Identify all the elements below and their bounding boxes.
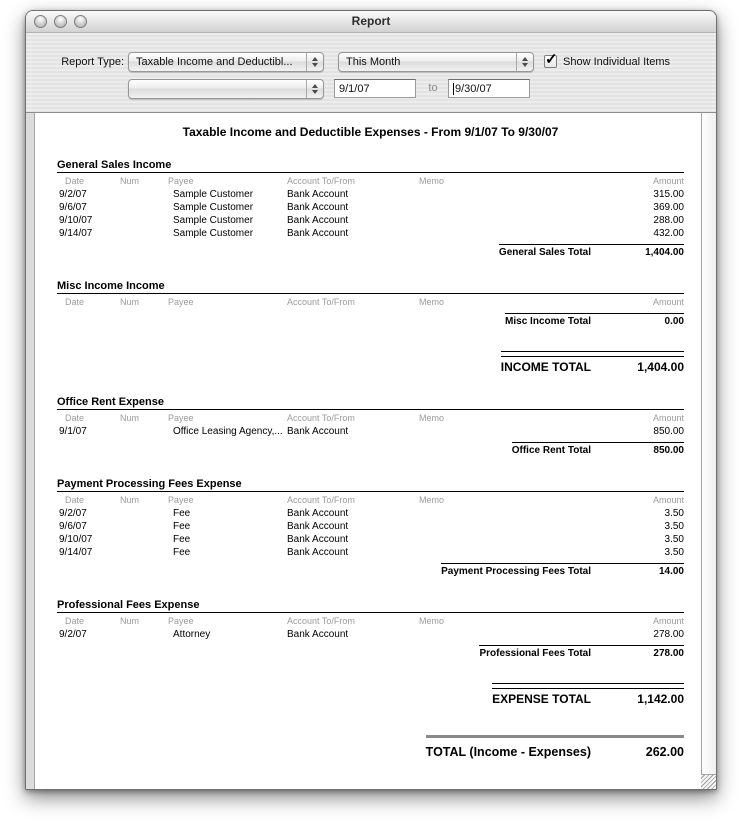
cell-amount: 288.00 [653, 215, 684, 226]
report-section [57, 396, 684, 458]
report-type-popup[interactable] [128, 52, 324, 72]
column-header: Payee [168, 413, 194, 423]
section-total-amount: 1,404.00 [645, 247, 684, 258]
cell-date: 9/14/07 [59, 228, 93, 239]
section-total-label: Payment Processing Fees Total [441, 566, 591, 577]
cell-account: Bank Account [287, 228, 349, 239]
section-title: Professional Fees Expense [57, 599, 684, 613]
cell-account: Bank Account [287, 521, 349, 532]
table-row[interactable] [57, 214, 684, 227]
section-title: Office Rent Expense [57, 396, 684, 410]
column-header: Num [120, 176, 140, 186]
section-total-label: General Sales Total [498, 247, 591, 258]
column-header-row [57, 173, 684, 188]
section-total-row [57, 561, 684, 579]
table-row[interactable] [57, 188, 684, 201]
summary-total-amount: 1,404.00 [637, 360, 684, 374]
report-toolbar [26, 33, 716, 113]
report-type-label: Report Type: [61, 56, 124, 68]
section-total-block [505, 313, 684, 327]
cell-payee: Sample Customer [173, 202, 254, 213]
summary-total-row [57, 351, 684, 376]
popup-stepper-icon [306, 53, 323, 71]
date-to-value: 9/30/07 [455, 82, 492, 95]
column-header: Date [65, 297, 85, 307]
resize-grip[interactable] [701, 774, 716, 789]
vertical-scrollbar[interactable] [701, 113, 716, 789]
cell-payee: Fee [173, 547, 191, 558]
section-total-row [57, 440, 684, 458]
summary-total-row [57, 683, 684, 708]
cell-date: 9/2/07 [59, 629, 87, 640]
popup-stepper-icon [306, 80, 323, 98]
section-total-block [499, 244, 684, 258]
report-sections [57, 159, 684, 761]
arrow-down-icon [312, 90, 318, 94]
section-title: Payment Processing Fees Expense [57, 478, 684, 492]
report-title: Taxable Income and Deductible Expenses - From 9/1/07 To 9/30/07 [182, 125, 559, 139]
section-total-block [479, 645, 684, 659]
grand-total-block [426, 735, 684, 759]
column-header: Amount [652, 413, 684, 423]
cell-account: Bank Account [287, 629, 349, 640]
cell-account: Bank Account [287, 547, 349, 558]
date-from-field[interactable] [334, 79, 416, 98]
column-header: Amount [652, 616, 684, 626]
section-total-label: Misc Income Total [505, 316, 591, 327]
table-row[interactable] [57, 425, 684, 438]
cell-account: Bank Account [287, 426, 349, 437]
column-header: Payee [168, 297, 194, 307]
section-total-row [57, 643, 684, 661]
cell-date: 9/6/07 [59, 202, 87, 213]
table-row[interactable] [57, 533, 684, 546]
cell-amount: 369.00 [653, 202, 684, 213]
window-titlebar[interactable] [26, 11, 716, 33]
arrow-down-icon [522, 63, 528, 67]
cell-amount: 3.50 [664, 508, 684, 519]
arrow-up-icon [312, 84, 318, 88]
period-value: This Month [346, 56, 401, 68]
summary-total-block [492, 683, 684, 706]
summary-total-amount: 1,142.00 [637, 692, 684, 706]
cell-date: 9/2/07 [59, 508, 87, 519]
cell-date: 9/10/07 [59, 534, 93, 545]
arrow-up-icon [522, 57, 528, 61]
grand-total-label: TOTAL (Income - Expenses) [425, 745, 591, 759]
column-header: Amount [652, 176, 684, 186]
date-from-value: 9/1/07 [339, 82, 370, 95]
column-header: Account To/From [287, 495, 355, 505]
report-section [57, 159, 684, 260]
date-to-field[interactable] [448, 79, 530, 98]
cell-date: 9/2/07 [59, 189, 87, 200]
table-row[interactable] [57, 201, 684, 214]
section-total-amount: 0.00 [664, 316, 684, 327]
cell-amount: 278.00 [653, 629, 684, 640]
table-row[interactable] [57, 546, 684, 559]
table-row[interactable] [57, 227, 684, 240]
summary-total-label: INCOME TOTAL [500, 360, 591, 374]
column-header: Memo [419, 495, 445, 505]
column-header: Memo [419, 297, 445, 307]
cell-amount: 315.00 [653, 189, 684, 200]
cell-payee: Sample Customer [173, 189, 254, 200]
section-title: Misc Income Income [57, 280, 684, 294]
cell-date: 9/14/07 [59, 547, 93, 558]
cell-account: Bank Account [287, 534, 349, 545]
cell-payee: Attorney [173, 629, 211, 640]
cell-account: Bank Account [287, 189, 349, 200]
arrow-up-icon [312, 57, 318, 61]
report-section [57, 478, 684, 579]
report-type-value: Taxable Income and Deductibl... [136, 56, 293, 68]
column-header: Payee [168, 176, 194, 186]
section-title: General Sales Income [57, 159, 684, 173]
cell-payee: Fee [173, 508, 191, 519]
cell-amount: 3.50 [664, 521, 684, 532]
summary-total-label: EXPENSE TOTAL [492, 692, 591, 706]
grand-total-amount: 262.00 [645, 745, 684, 759]
section-total-row [57, 311, 684, 329]
report-section [57, 280, 684, 329]
cell-amount: 3.50 [664, 534, 684, 545]
cell-payee: Sample Customer [173, 228, 254, 239]
text-cursor [453, 83, 454, 95]
section-total-amount: 850.00 [653, 445, 684, 456]
cell-date: 9/1/07 [59, 426, 87, 437]
section-total-amount: 14.00 [658, 566, 684, 577]
show-individual-items-label: Show Individual Items [563, 56, 670, 68]
column-header: Account To/From [287, 413, 355, 423]
column-header: Payee [168, 495, 194, 505]
report-view [34, 113, 701, 789]
column-header: Account To/From [287, 176, 355, 186]
cell-date: 9/6/07 [59, 521, 87, 532]
report-subtype-popup[interactable] [128, 79, 324, 99]
table-row[interactable] [57, 628, 684, 641]
cell-payee: Sample Customer [173, 215, 254, 226]
cell-account: Bank Account [287, 508, 349, 519]
column-header: Num [120, 413, 140, 423]
cell-payee: Office Leasing Agency,... [173, 426, 283, 437]
table-row[interactable] [57, 520, 684, 533]
column-header: Payee [168, 616, 194, 626]
summary-total-block [501, 351, 684, 374]
column-header: Date [65, 616, 85, 626]
section-total-row [57, 242, 684, 260]
column-header: Memo [419, 176, 445, 186]
to-label: to [428, 82, 438, 94]
cell-account: Bank Account [287, 202, 349, 213]
section-total-amount: 278.00 [653, 648, 684, 659]
cell-date: 9/10/07 [59, 215, 93, 226]
column-header: Memo [419, 413, 445, 423]
report-section [57, 599, 684, 661]
column-header: Date [65, 176, 85, 186]
show-individual-items-checkbox[interactable] [544, 51, 558, 68]
column-header: Account To/From [287, 297, 355, 307]
cell-amount: 3.50 [664, 547, 684, 558]
column-header: Date [65, 495, 85, 505]
section-total-block [441, 563, 684, 577]
column-header: Amount [652, 297, 684, 307]
column-header-row [57, 492, 684, 507]
table-row[interactable] [57, 507, 684, 520]
column-header: Num [120, 495, 140, 505]
column-header: Account To/From [287, 616, 355, 626]
window-title: Report [351, 14, 391, 28]
cell-payee: Fee [173, 534, 191, 545]
column-header: Amount [652, 495, 684, 505]
section-total-block [512, 442, 684, 456]
column-header-row [57, 294, 684, 309]
column-header-row [57, 410, 684, 425]
report-document [35, 113, 701, 761]
column-header: Date [65, 413, 85, 423]
column-header: Memo [419, 616, 445, 626]
section-total-label: Professional Fees Total [479, 648, 591, 659]
column-header: Num [120, 616, 140, 626]
report-content-area [26, 113, 716, 789]
column-header-row [57, 613, 684, 628]
section-total-label: Office Rent Total [511, 445, 591, 456]
period-popup[interactable] [338, 52, 534, 72]
arrow-down-icon [312, 63, 318, 67]
column-header: Num [120, 297, 140, 307]
cell-amount: 850.00 [653, 426, 684, 437]
cell-account: Bank Account [287, 215, 349, 226]
popup-stepper-icon [516, 53, 533, 71]
grand-total-row [57, 735, 684, 761]
cell-payee: Fee [173, 521, 191, 532]
cell-amount: 432.00 [653, 228, 684, 239]
checkmark-icon: ✓ [545, 51, 558, 68]
report-window [25, 10, 717, 790]
